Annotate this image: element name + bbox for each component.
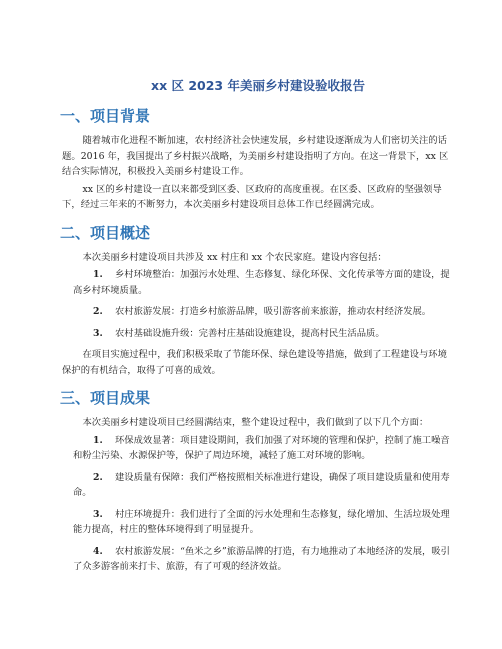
list-number: 2. xyxy=(93,306,103,317)
list-number: 3. xyxy=(93,508,103,520)
list-item xyxy=(62,267,454,298)
document-title: xx 区 2023 年美丽乡村建设验收报告 xyxy=(151,78,365,93)
paragraph: xx 区的乡村建设一直以来都受到区委、区政府的高度重视。在区委、区政府的坚强领导下，经过三年来的不断努力，本次美丽乡村建设项目总体工作已经圆满完成。 xyxy=(62,183,442,210)
list-number: 1. xyxy=(93,269,103,280)
numbered-list xyxy=(62,267,454,341)
list-item xyxy=(62,470,454,501)
numbered-list xyxy=(62,433,454,575)
list-item-text: 农村基础设施升级：完善村庄基础设施建设，提高村民生活品质。 xyxy=(115,327,385,339)
list-item xyxy=(62,304,454,320)
list-item xyxy=(62,544,454,575)
section-heading: 二、项目概述 xyxy=(60,223,151,242)
paragraph: 随着城市化进程不断加速，农村经济社会快速发展，乡村建设逐渐成为人们密切关注的话题。2016 年，我国提出了乡村振兴战略，为美丽乡村建设指明了方向。在这一背景下，xx 区结合实际情况，积极投入美丽乡村建设工作。 xyxy=(62,135,449,177)
list-number: 3. xyxy=(93,327,103,339)
list-item-text: 环保成效显著：项目建设期间，我们加强了对环境的管理和保护，控制了施工噪音和粉尘污染、水源保护等，保护了周边环境，减轻了施工对环境的影响。 xyxy=(73,434,450,461)
list-item-text: 农村旅游发展：“鱼米之乡”旅游品牌的打造，有力地推动了本地经济的发展，吸引了众多游客前来打卡、旅游，有了可观的经济效益。 xyxy=(73,545,450,572)
list-item-text: 农村旅游发展：打造乡村旅游品牌，吸引游客前来旅游，推动农村经济发展。 xyxy=(115,306,432,317)
list-item-text: 乡村环境整治：加强污水处理、生态修复、绿化环保、文化传承等方面的建设，提高乡村环境质量。 xyxy=(73,269,450,296)
list-item xyxy=(62,433,454,464)
section-background xyxy=(62,106,454,213)
section-results xyxy=(62,388,454,575)
paragraph: 在项目实施过程中，我们积极采取了节能环保、绿色建设等措施，做到了工程建设与环境保护的有机结合，取得了可喜的成效。 xyxy=(62,349,447,376)
list-number: 4. xyxy=(93,545,103,557)
paragraph: 本次美丽乡村建设项目已经圆满结束，整个建设过程中，我们做到了以下几个方面： xyxy=(82,417,429,428)
list-item xyxy=(62,507,454,538)
list-item-text: 建设质量有保障：我们严格按照相关标准进行建设，确保了项目建设质量和使用寿命。 xyxy=(73,471,450,498)
list-item xyxy=(62,326,454,342)
section-heading: 三、项目成果 xyxy=(60,389,151,407)
paragraph: 本次美丽乡村建设项目共涉及 xx 村庄和 xx 个农民家庭。建设内容包括： xyxy=(82,251,387,263)
section-heading: 一、项目背景 xyxy=(60,107,151,125)
list-number: 1. xyxy=(93,434,103,446)
list-item-text: 村庄环境提升：我们进行了全面的污水处理和生态修复，绿化增加、生活垃圾处理能力提高，村庄的整体环境得到了明显提升。 xyxy=(73,508,450,535)
section-overview xyxy=(62,223,454,379)
list-number: 2. xyxy=(93,471,103,483)
